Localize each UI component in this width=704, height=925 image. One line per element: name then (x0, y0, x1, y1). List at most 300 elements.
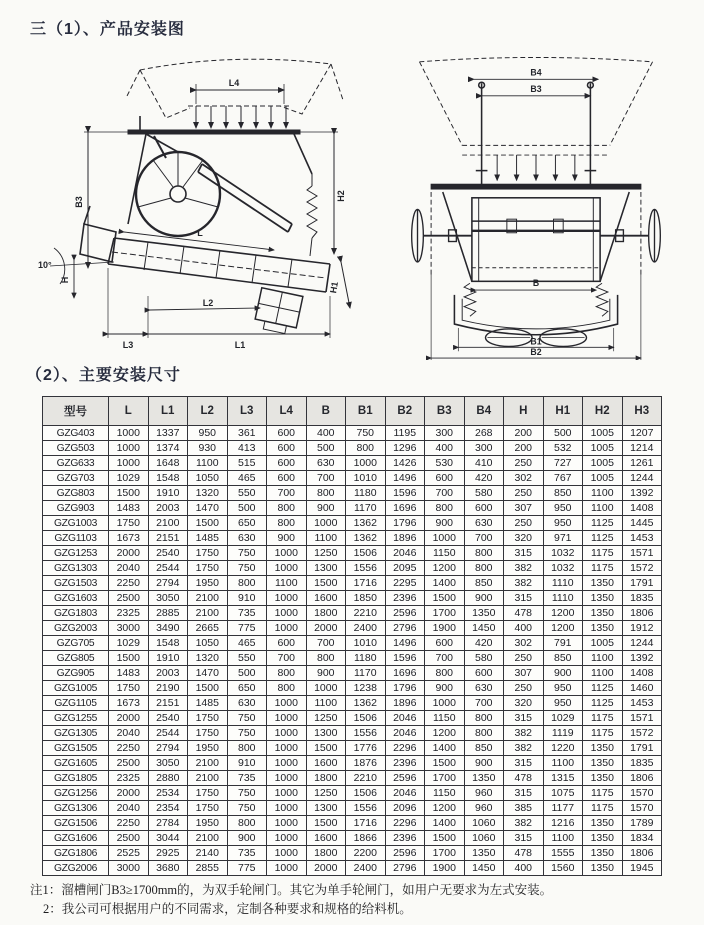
label-H1: H1 (328, 280, 340, 295)
value-cell: 1362 (346, 696, 386, 711)
dim-L4 (196, 78, 284, 104)
value-cell: 1000 (267, 546, 307, 561)
value-cell: 1876 (346, 756, 386, 771)
value-cell: 1100 (188, 456, 228, 471)
value-cell: 750 (227, 786, 267, 801)
value-cell: 1500 (425, 756, 465, 771)
value-cell: 1000 (267, 786, 307, 801)
value-cell: 735 (227, 606, 267, 621)
value-cell: 700 (464, 531, 504, 546)
model-cell: GZG1303 (43, 561, 109, 576)
value-cell: 532 (543, 441, 583, 456)
value-cell: 2400 (346, 861, 386, 876)
value-cell: 800 (227, 816, 267, 831)
model-cell: GZG1255 (43, 711, 109, 726)
value-cell: 2046 (385, 546, 425, 561)
value-cell: 2000 (109, 546, 149, 561)
value-cell: 800 (425, 501, 465, 516)
model-cell: GZG1805 (43, 771, 109, 786)
value-cell: 800 (306, 486, 346, 501)
value-cell: 2665 (188, 621, 228, 636)
value-cell: 2040 (109, 561, 149, 576)
model-cell: GZG2006 (43, 861, 109, 876)
value-cell: 2796 (385, 861, 425, 876)
value-cell: 2250 (109, 576, 149, 591)
value-cell: 550 (227, 651, 267, 666)
footnotes (30, 881, 690, 919)
value-cell: 1500 (425, 831, 465, 846)
value-cell: 420 (464, 471, 504, 486)
value-cell: 800 (267, 666, 307, 681)
table-row (43, 456, 662, 471)
value-cell: 1177 (543, 801, 583, 816)
value-cell: 1000 (109, 441, 149, 456)
value-cell: 302 (504, 471, 544, 486)
value-cell: 478 (504, 846, 544, 861)
value-cell: 2040 (109, 801, 149, 816)
value-cell: 1119 (543, 726, 583, 741)
value-cell: 1220 (543, 741, 583, 756)
value-cell: 850 (464, 741, 504, 756)
value-cell: 400 (504, 621, 544, 636)
value-cell: 1200 (425, 801, 465, 816)
table-row (43, 801, 662, 816)
value-cell: 2100 (188, 606, 228, 621)
value-cell: 3000 (109, 621, 149, 636)
value-cell: 600 (267, 426, 307, 441)
value-cell: 1500 (109, 651, 149, 666)
value-cell: 1500 (306, 741, 346, 756)
feed-arrows (196, 106, 286, 128)
value-cell: 630 (464, 516, 504, 531)
motor-box (253, 288, 302, 336)
value-cell: 3000 (109, 861, 149, 876)
value-cell: 1910 (148, 651, 188, 666)
value-cell: 900 (464, 756, 504, 771)
model-cell: GZG503 (43, 441, 109, 456)
value-cell: 1000 (306, 516, 346, 531)
value-cell: 2925 (148, 846, 188, 861)
value-cell: 727 (543, 456, 583, 471)
value-cell: 1750 (188, 546, 228, 561)
value-cell: 2210 (346, 771, 386, 786)
value-cell: 800 (464, 726, 504, 741)
value-cell: 400 (504, 861, 544, 876)
value-cell: 1374 (148, 441, 188, 456)
section-title-main-dimensions: （2）、主要安装尺寸 (26, 367, 181, 384)
value-cell: 800 (346, 441, 386, 456)
value-cell: 1350 (583, 816, 623, 831)
value-cell: 1250 (306, 711, 346, 726)
dim-B4 (474, 67, 598, 79)
value-cell: 2544 (148, 561, 188, 576)
value-cell: 1050 (188, 636, 228, 651)
value-cell: 1700 (425, 846, 465, 861)
value-cell: 1408 (622, 501, 662, 516)
value-cell: 900 (425, 681, 465, 696)
value-cell: 1800 (306, 846, 346, 861)
value-cell: 1244 (622, 471, 662, 486)
value-cell: 2100 (188, 591, 228, 606)
value-cell: 2540 (148, 711, 188, 726)
value-cell: 750 (227, 711, 267, 726)
value-cell: 700 (464, 696, 504, 711)
dim-B (476, 278, 596, 290)
value-cell: 1716 (346, 816, 386, 831)
value-cell: 1000 (267, 831, 307, 846)
value-cell: 775 (227, 861, 267, 876)
value-cell: 1453 (622, 696, 662, 711)
value-cell: 1900 (425, 621, 465, 636)
value-cell: 1426 (385, 456, 425, 471)
value-cell: 382 (504, 741, 544, 756)
value-cell: 1791 (622, 741, 662, 756)
value-cell: 1750 (188, 711, 228, 726)
value-cell: 960 (464, 786, 504, 801)
dim-L1 (148, 296, 330, 350)
value-cell: 250 (504, 486, 544, 501)
value-cell: 1005 (583, 456, 623, 471)
value-cell: 850 (543, 651, 583, 666)
value-cell: 2325 (109, 771, 149, 786)
table-row (43, 516, 662, 531)
model-cell: GZG803 (43, 486, 109, 501)
trough (108, 238, 330, 292)
value-cell: 1500 (425, 591, 465, 606)
column-header: L2 (188, 397, 228, 426)
value-cell: 1500 (306, 816, 346, 831)
label-H2: H2 (336, 190, 346, 202)
value-cell: 465 (227, 471, 267, 486)
value-cell: 1125 (583, 696, 623, 711)
value-cell: 1506 (346, 786, 386, 801)
model-cell: GZG1803 (43, 606, 109, 621)
value-cell: 767 (543, 471, 583, 486)
table-row (43, 846, 662, 861)
table-row (43, 426, 662, 441)
table-row (43, 441, 662, 456)
value-cell: 420 (464, 636, 504, 651)
table-row (43, 651, 662, 666)
value-cell: 600 (267, 441, 307, 456)
value-cell: 700 (306, 636, 346, 651)
value-cell: 1005 (583, 471, 623, 486)
value-cell: 1570 (622, 801, 662, 816)
value-cell: 1750 (188, 726, 228, 741)
value-cell: 1000 (425, 531, 465, 546)
value-cell: 1548 (148, 471, 188, 486)
value-cell: 600 (425, 636, 465, 651)
value-cell: 1200 (425, 726, 465, 741)
table-row (43, 546, 662, 561)
label-H: H (60, 276, 70, 284)
value-cell: 1100 (583, 486, 623, 501)
value-cell: 2046 (385, 726, 425, 741)
value-cell: 1029 (109, 636, 149, 651)
model-cell: GZG903 (43, 501, 109, 516)
value-cell: 1100 (267, 576, 307, 591)
value-cell: 2250 (109, 741, 149, 756)
table-row (43, 471, 662, 486)
value-cell: 1010 (346, 471, 386, 486)
springs (464, 283, 608, 316)
value-cell: 960 (464, 801, 504, 816)
value-cell: 1125 (583, 681, 623, 696)
value-cell: 200 (504, 426, 544, 441)
value-cell: 910 (227, 591, 267, 606)
label-B2: B2 (530, 347, 542, 358)
value-cell: 1400 (425, 816, 465, 831)
model-cell: GZG1256 (43, 786, 109, 801)
label-angle: 10° (38, 260, 52, 270)
mounting-beam (128, 130, 300, 134)
value-cell: 1750 (188, 561, 228, 576)
value-cell: 1496 (385, 636, 425, 651)
value-cell: 1110 (543, 576, 583, 591)
value-cell: 1100 (306, 696, 346, 711)
value-cell: 800 (227, 741, 267, 756)
value-cell: 1110 (543, 591, 583, 606)
table-row (43, 726, 662, 741)
value-cell: 250 (504, 681, 544, 696)
table-row (43, 816, 662, 831)
value-cell: 900 (227, 831, 267, 846)
value-cell: 1000 (346, 456, 386, 471)
value-cell: 1350 (583, 771, 623, 786)
dimensions-table (42, 396, 662, 876)
value-cell: 315 (504, 546, 544, 561)
table-row (43, 576, 662, 591)
value-cell: 791 (543, 636, 583, 651)
value-cell: 1572 (622, 561, 662, 576)
value-cell: 900 (425, 516, 465, 531)
value-cell: 2096 (385, 801, 425, 816)
value-cell: 1337 (148, 426, 188, 441)
value-cell: 1570 (622, 786, 662, 801)
value-cell: 850 (464, 576, 504, 591)
value-cell: 580 (464, 486, 504, 501)
value-cell: 2396 (385, 591, 425, 606)
value-cell: 2525 (109, 846, 149, 861)
value-cell: 3680 (148, 861, 188, 876)
value-cell: 1000 (267, 741, 307, 756)
value-cell: 1320 (188, 651, 228, 666)
footnote-2: 2：我公司可根据用户的不同需求，定制各种要求和规格的给料机。 (43, 901, 412, 916)
value-cell: 650 (227, 681, 267, 696)
value-cell: 478 (504, 606, 544, 621)
header-row (43, 397, 662, 426)
value-cell: 1000 (425, 696, 465, 711)
value-cell: 302 (504, 636, 544, 651)
value-cell: 650 (227, 516, 267, 531)
value-cell: 800 (425, 666, 465, 681)
value-cell: 1200 (543, 606, 583, 621)
value-cell: 750 (346, 426, 386, 441)
column-header: H3 (622, 397, 662, 426)
value-cell: 1005 (583, 636, 623, 651)
table-row (43, 486, 662, 501)
value-cell: 2046 (385, 711, 425, 726)
label-B: B (532, 278, 540, 289)
value-cell: 1362 (346, 531, 386, 546)
side-view-drawing (28, 56, 363, 361)
front-view-drawing (398, 56, 674, 365)
value-cell: 2003 (148, 501, 188, 516)
column-header: B2 (385, 397, 425, 426)
value-cell: 1548 (148, 636, 188, 651)
value-cell: 1483 (109, 501, 149, 516)
value-cell: 1250 (306, 546, 346, 561)
value-cell: 500 (227, 501, 267, 516)
value-cell: 1696 (385, 501, 425, 516)
column-header: L (109, 397, 149, 426)
value-cell: 382 (504, 561, 544, 576)
value-cell: 1500 (109, 486, 149, 501)
value-cell: 2100 (148, 516, 188, 531)
value-cell: 1350 (464, 846, 504, 861)
model-cell: GZG1105 (43, 696, 109, 711)
value-cell: 1700 (425, 771, 465, 786)
table-row (43, 621, 662, 636)
table-row (43, 771, 662, 786)
value-cell: 2794 (148, 576, 188, 591)
value-cell: 250 (504, 651, 544, 666)
value-cell: 2596 (385, 846, 425, 861)
value-cell: 1175 (583, 726, 623, 741)
value-cell: 1000 (306, 681, 346, 696)
column-header: H (504, 397, 544, 426)
value-cell: 2296 (385, 816, 425, 831)
value-cell: 900 (543, 666, 583, 681)
value-cell: 950 (543, 696, 583, 711)
value-cell: 1100 (306, 531, 346, 546)
table-row (43, 741, 662, 756)
value-cell: 1175 (583, 546, 623, 561)
value-cell: 400 (306, 426, 346, 441)
value-cell: 1556 (346, 801, 386, 816)
label-B1: B1 (530, 336, 542, 347)
model-cell: GZG1506 (43, 816, 109, 831)
value-cell: 1900 (425, 861, 465, 876)
label-L2: L2 (202, 298, 214, 308)
value-cell: 1300 (306, 561, 346, 576)
value-cell: 385 (504, 801, 544, 816)
value-cell: 2885 (148, 606, 188, 621)
value-cell: 382 (504, 816, 544, 831)
value-cell: 1032 (543, 546, 583, 561)
value-cell: 1075 (543, 786, 583, 801)
value-cell: 1000 (267, 726, 307, 741)
table-row (43, 666, 662, 681)
model-cell: GZG705 (43, 636, 109, 651)
dim-H (60, 260, 74, 298)
value-cell: 1350 (583, 846, 623, 861)
spring-hanger (307, 174, 317, 256)
label-L3: L3 (122, 340, 134, 350)
dim-L2 (150, 298, 260, 310)
value-cell: 1796 (385, 516, 425, 531)
table-row (43, 696, 662, 711)
hopper-outline-dashed (126, 59, 343, 118)
value-cell: 1392 (622, 486, 662, 501)
value-cell: 3050 (148, 756, 188, 771)
value-cell: 1296 (385, 441, 425, 456)
value-cell: 1244 (622, 636, 662, 651)
model-cell: GZG1503 (43, 576, 109, 591)
value-cell: 600 (267, 636, 307, 651)
value-cell: 750 (227, 561, 267, 576)
value-cell: 2295 (385, 576, 425, 591)
value-cell: 1950 (188, 741, 228, 756)
value-cell: 700 (425, 486, 465, 501)
value-cell: 950 (188, 426, 228, 441)
value-cell: 971 (543, 531, 583, 546)
value-cell: 2500 (109, 831, 149, 846)
table-row (43, 561, 662, 576)
value-cell: 1000 (267, 816, 307, 831)
value-cell: 1556 (346, 561, 386, 576)
value-cell: 630 (227, 696, 267, 711)
value-cell: 2040 (109, 726, 149, 741)
value-cell: 2354 (148, 801, 188, 816)
value-cell: 1029 (109, 471, 149, 486)
column-header: L3 (227, 397, 267, 426)
value-cell: 1560 (543, 861, 583, 876)
value-cell: 1835 (622, 756, 662, 771)
feeder-body (472, 198, 600, 282)
table-row (43, 636, 662, 651)
column-header: B4 (464, 397, 504, 426)
value-cell: 1776 (346, 741, 386, 756)
value-cell: 1600 (306, 831, 346, 846)
value-cell: 2325 (109, 606, 149, 621)
value-cell: 750 (227, 546, 267, 561)
value-cell: 2000 (109, 711, 149, 726)
label-L1: L1 (234, 340, 246, 350)
value-cell: 530 (425, 456, 465, 471)
value-cell: 630 (227, 531, 267, 546)
value-cell: 1000 (267, 801, 307, 816)
value-cell: 1571 (622, 546, 662, 561)
value-cell: 1005 (583, 441, 623, 456)
value-cell: 2000 (306, 861, 346, 876)
value-cell: 2534 (148, 786, 188, 801)
dim-H1 (328, 262, 350, 308)
value-cell: 1596 (385, 651, 425, 666)
value-cell: 600 (267, 471, 307, 486)
value-cell: 775 (227, 621, 267, 636)
value-cell: 1100 (583, 666, 623, 681)
value-cell: 1912 (622, 621, 662, 636)
value-cell: 1060 (464, 831, 504, 846)
value-cell: 1500 (188, 516, 228, 531)
value-cell: 1350 (464, 606, 504, 621)
column-header: 型号 (43, 397, 109, 426)
model-cell: GZG805 (43, 651, 109, 666)
value-cell: 950 (543, 501, 583, 516)
value-cell: 361 (227, 426, 267, 441)
value-cell: 1556 (346, 726, 386, 741)
value-cell: 550 (227, 486, 267, 501)
value-cell: 580 (464, 651, 504, 666)
value-cell: 1750 (188, 786, 228, 801)
value-cell: 315 (504, 711, 544, 726)
value-cell: 1100 (543, 831, 583, 846)
value-cell: 2151 (148, 531, 188, 546)
value-cell: 1000 (267, 621, 307, 636)
value-cell: 1125 (583, 531, 623, 546)
value-cell: 800 (227, 576, 267, 591)
